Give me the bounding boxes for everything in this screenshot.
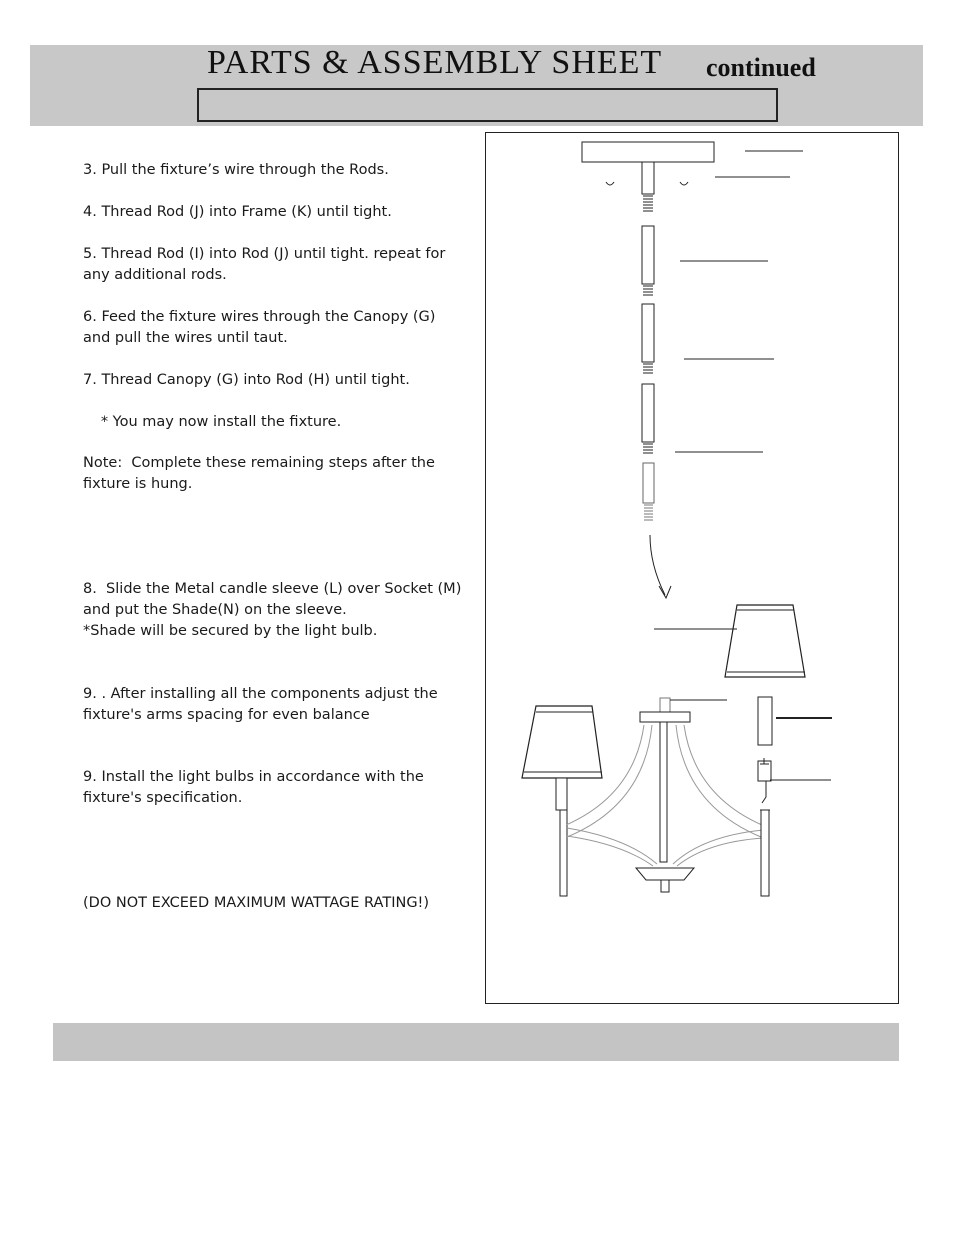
step-8: 8. Slide the Metal candle sleeve (L) over Socket (M) and put the Shade(N) on the sleeve. *Shade will be secured by the light bulb. bbox=[83, 581, 462, 639]
step-4: 4. Thread Rod (J) into Frame (K) until tight. bbox=[83, 204, 392, 220]
candle-sleeve-icon bbox=[758, 697, 772, 745]
step-9-bulbs: 9. Install the light bulbs in accordance with the fixture's specification. bbox=[83, 769, 429, 806]
step-6: 6. Feed the fixture wires through the Canopy (G) and pull the wires until taut. bbox=[83, 309, 441, 346]
step-3: 3. Pull the fixture’s wire through the Rods. bbox=[83, 162, 389, 178]
install-note: * You may now install the fixture. bbox=[87, 414, 342, 430]
chandelier-frame-icon bbox=[522, 698, 770, 896]
shade-icon bbox=[725, 605, 805, 677]
canopy-icon bbox=[582, 142, 714, 211]
wattage-warning: (DO NOT EXCEED MAXIMUM WATTAGE RATING!) bbox=[83, 895, 430, 911]
page-title: PARTS & ASSEMBLY SHEET bbox=[207, 44, 663, 81]
arrow-icon bbox=[650, 535, 671, 598]
socket-icon bbox=[758, 758, 771, 803]
rod-icon bbox=[642, 226, 654, 520]
page-subtitle: continued bbox=[706, 53, 816, 82]
step-5: 5. Thread Rod (I) into Rod (J) until tight. repeat for any additional rods. bbox=[83, 246, 450, 283]
step-7: 7. Thread Canopy (G) into Rod (H) until tight. bbox=[83, 372, 410, 388]
remaining-steps-note: Note: Complete these remaining steps after the fixture is hung. bbox=[83, 455, 440, 492]
step-9-balance: 9. . After installing all the components adjust the fixture's arms spacing for even balance bbox=[83, 686, 443, 723]
footer-band bbox=[53, 1023, 899, 1061]
